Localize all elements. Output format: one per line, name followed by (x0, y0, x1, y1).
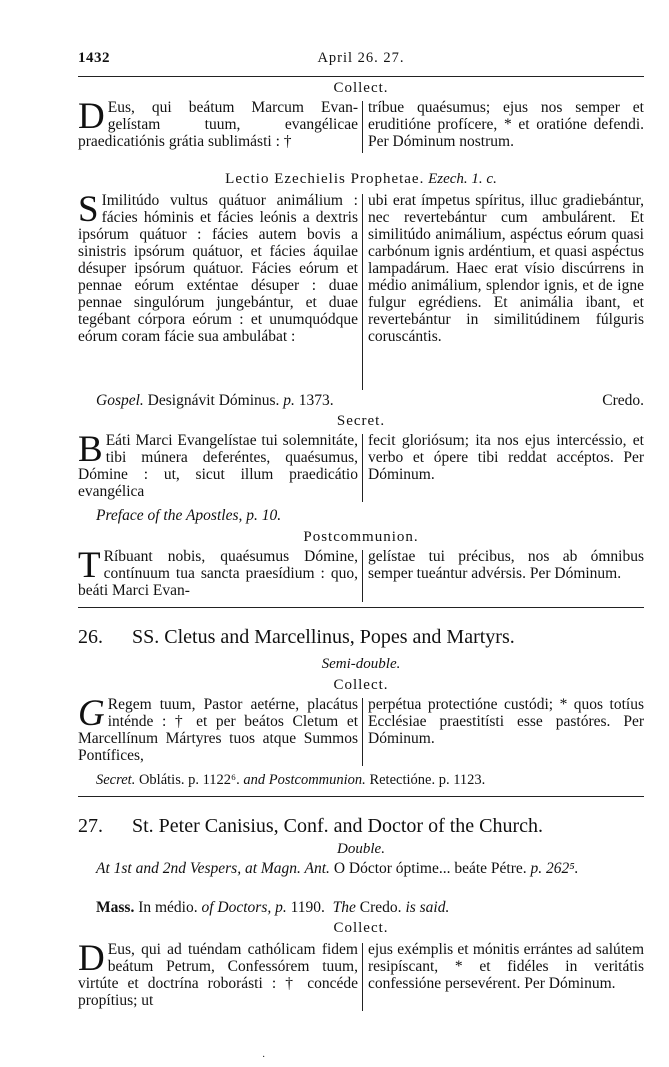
lectio-left-column: S Imilitúdo vultus quátuor animálium : fácies hóminis et fácies leónis a dextris ipsórum quátuor : fácies autem bovis a sinistris ipsórum quátuor, et fácies áquilae désuper ipsórum quátuor. Fácies eórum et pennae eórum exténtae désuper : duae pennae singulórum jungebántur, et duae tegébant córpora eórum : et unumquódque eórum coram fácie sua ambulábat : (78, 189, 358, 345)
lectio-right-column: ubi erat ímpetus spíritus, illuc gradiebántur, nec revertebántur cum ambulárent. Et similitúdo animálium, aspéctus eórum quasi carbónum ignis ardéntium, et quasi aspéctus lampadárum. Haec erat vísio discúrrens in médio animálium, splendor ignis, et de igne fulgur egrédiens. Et animália ibant, et revertebántur in similitúdinem fúlguris coruscántis. (368, 192, 644, 345)
postcommunion-left-column: T Ríbuant nobis, quaésumus Dómine, contínuum tua sancta praesídium : quo, beáti Marci Evan- (78, 545, 358, 599)
drop-cap: B (78, 429, 103, 470)
drop-cap: T (78, 545, 101, 586)
preface-line: Preface of the Apostles, p. 10. (96, 507, 282, 524)
secret-heading: Secret. (336, 413, 386, 429)
secret-left-column: B Eáti Marci Evangelístae tui solemnitáte, tibi múnera deferéntes, quaésumus, Dómine : ut, sicut illum praedicátio evangélica (78, 429, 358, 500)
column-divider (362, 434, 363, 502)
collect-columns (78, 96, 644, 155)
footer-mark: · (262, 1052, 266, 1063)
postcommunion-columns (78, 545, 644, 604)
vespers-line: At 1st and 2nd Vespers, at Magn. Ant. O Dóctor óptime... beáte Pétre. p. 262⁵. (96, 860, 579, 877)
section-rule (78, 607, 644, 608)
collect-right-column: tríbue quaésumus; ejus nos semper et eruditióne profícere, * et oratióne defendi. Per Dóminum nostrum. (368, 99, 644, 150)
page-header (78, 50, 644, 74)
secret-post-line-26: Secret. Oblátis. p. 1122⁶. and Postcommunion. Retectióne. p. 1123. (96, 772, 486, 788)
collect-columns-26 (78, 693, 644, 768)
postcommunion-right-column: gelístae tui précibus, nos ab ómnibus semper tueántur advérsis. Per Dóminum. (368, 548, 644, 582)
column-divider (362, 194, 363, 390)
collect-heading: Collect. (333, 677, 389, 693)
column-divider (362, 101, 363, 153)
column-divider (362, 550, 363, 602)
feast-title-27: 27. St. Peter Canisius, Conf. and Doctor of the Church. (78, 815, 544, 837)
collect-left-column: G Regem tuum, Pastor aetérne, placátus inténde : † et per beátos Cletum et Marcellínum Mártyres tuos atque Summos Pontífices, (78, 693, 358, 764)
collect-right-column: ejus exémplis et mónitis errántes ad salútem resipíscant, * et fidéles in veritátis confessióne persevérent. Per Dóminum. (368, 941, 644, 992)
feast-rank-26: Semi-double. (321, 656, 401, 672)
feast-rank-27: Double. (337, 841, 385, 857)
collect-left-column: D Eus, qui ad tuéndam cathólicam fidem beátum Petrum, Confessórem tuum, virtúte et doctrína roborásti : † concéde propítius; ut (78, 938, 358, 1009)
collect-right-column: perpétua protectióne custódi; * quos totíus Ecclésiae praestitísti esse pastóres. Per Dóminum. (368, 696, 644, 747)
collect-columns-27 (78, 938, 644, 1013)
mass-line: Mass. In médio. of Doctors, p. 1190. The Credo. is said. (96, 899, 450, 916)
drop-cap: G (78, 693, 105, 734)
collect-left-text: Eus, qui beátum Marcum Evan- gelístam tuum, evangélicae praedicatiónis grátia sublimásti : † (78, 99, 358, 150)
feast-title-26: 26. SS. Cletus and Marcellinus, Popes and Martyrs. (78, 626, 515, 648)
postcommunion-heading: Postcommunion. (303, 529, 419, 545)
column-divider (362, 943, 363, 1011)
drop-cap: D (78, 96, 105, 137)
gospel-line: Gospel. Designávit Dóminus. p. 1373. Credo. (96, 392, 644, 409)
collect-left-column (78, 96, 358, 150)
collect-heading: Collect. (333, 80, 389, 96)
drop-cap: D (78, 938, 105, 979)
column-divider (362, 698, 363, 766)
lectio-heading: Lectio Ezechielis Prophetae. Ezech. 1. c. (225, 171, 497, 187)
drop-cap: S (78, 189, 99, 230)
secret-right-column: fecit gloriósum; ita nos ejus intercéssio, et verbo et ópere tibi reddat accéptos. Per Dóminum. (368, 432, 644, 483)
collect-heading: Collect. (333, 920, 389, 936)
running-head: April 26. 27. (317, 50, 405, 66)
credo-note: Credo. (602, 392, 644, 409)
lectio-columns (78, 189, 644, 392)
section-rule (78, 796, 644, 797)
secret-columns (78, 429, 644, 504)
header-rule (78, 76, 644, 77)
page-number: 1432 (78, 50, 110, 66)
